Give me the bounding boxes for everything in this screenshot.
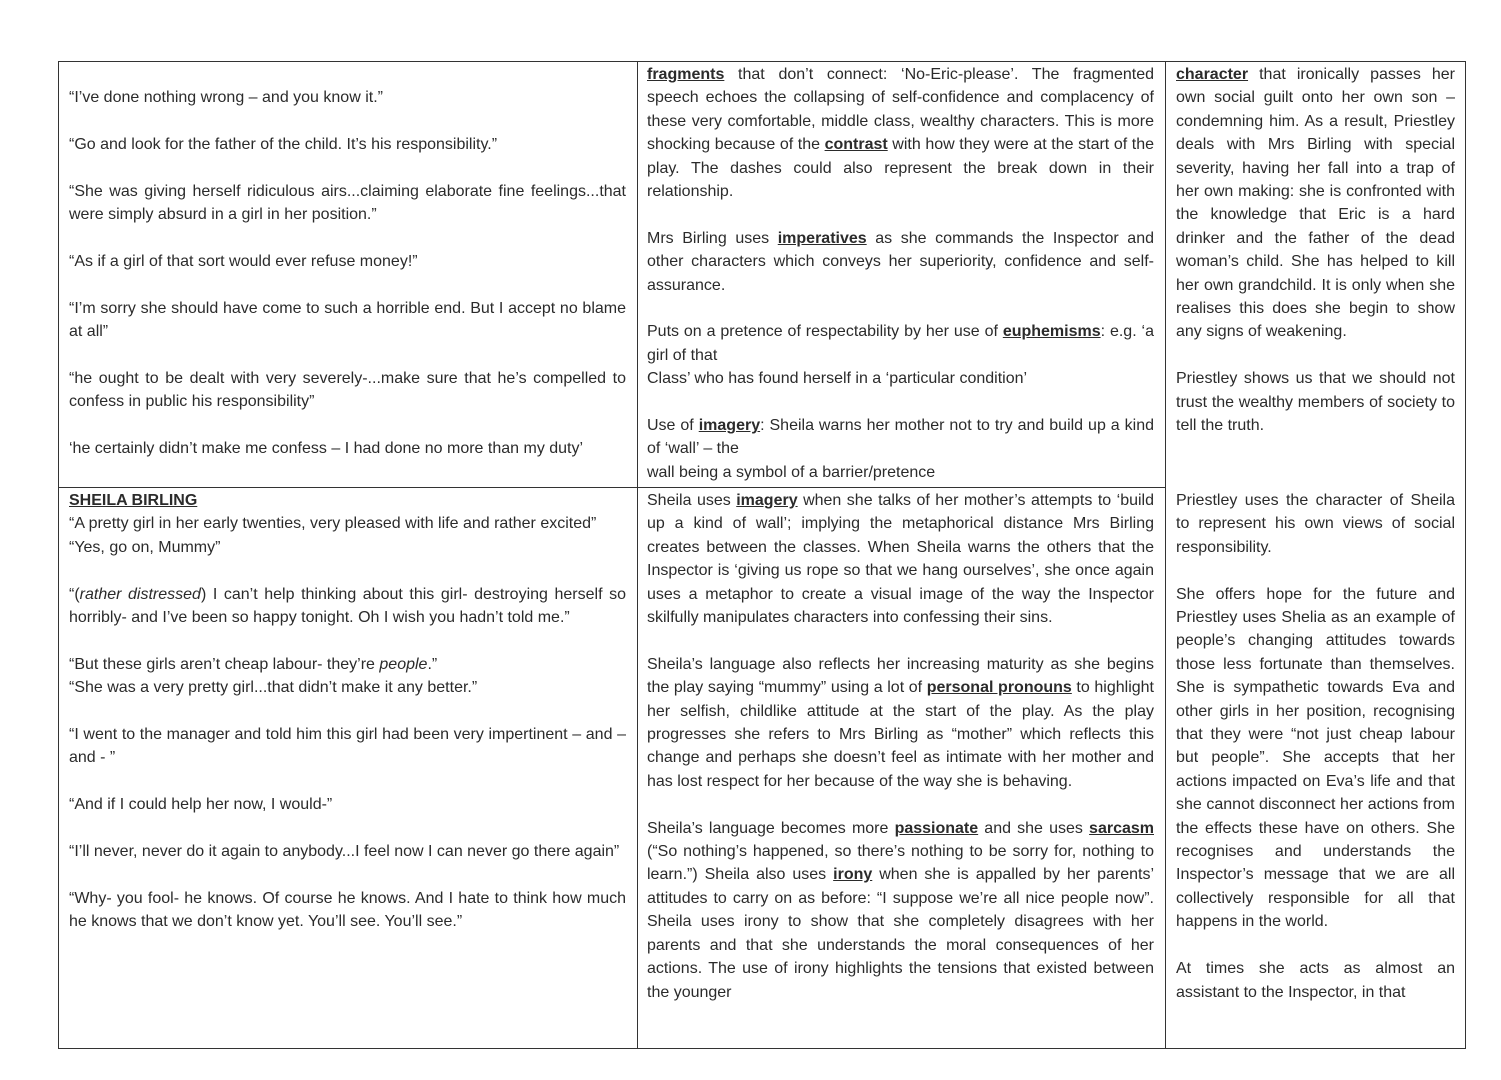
- analysis-paragraph: Sheila’s language also reflects her increasing maturity as she begins the play saying “mummy” using a lot of personal pronouns to highlight her selfish, childlike attitude at the start of the play. As the play progresses she refers to Mrs Birling as “mother” which reflects this change and perhaps she doesn’t feel as intimate with her mother and has lost respect for her because of the way she is behaving.: [647, 655, 1154, 790]
- column-divider-1: [637, 62, 638, 1048]
- mrs-birling-context-cell: [1176, 63, 1455, 487]
- term-imagery: imagery: [736, 492, 798, 509]
- term-contrast: contrast: [824, 136, 888, 154]
- term-fragments: fragments: [647, 66, 725, 83]
- quote: “I went to the manager and told him this girl had been very impertinent – and – and - ”: [69, 726, 626, 767]
- sheila-context-cell: [1176, 489, 1455, 1049]
- quote: “But these girls aren’t cheap labour- they’re people.”: [69, 655, 438, 673]
- quote: “I’ve done nothing wrong – and you know it.”: [69, 89, 383, 106]
- context-paragraph: character that ironically passes her own social guilt onto her own son – condemning him. As a result, Priestley deals with Mrs Birling with special severity, having her fall into a trap of her own making: she is confronted with the knowledge that Eric is a hard drinker and the father of the dead woman’s child. She has helped to kill her own grandchild. It is only when she realises this does she begin to show any signs of weakening.: [1176, 66, 1455, 341]
- term-imagery: imagery: [698, 417, 761, 435]
- context-paragraph: Priestley uses the character of Sheila to represent his own views of social responsibility.: [1176, 492, 1455, 556]
- quote: “I’m sorry she should have come to such a horrible end. But I accept no blame at all”: [69, 299, 626, 340]
- term-imperatives: imperatives: [777, 229, 867, 247]
- analysis-paragraph: Sheila’s language becomes more passionate and she uses sarcasm (“So nothing’s happened, so there’s nothing to be sorry for, nothing to learn.”) Sheila also uses irony when she is appalled by her parents’ attitudes to carry on as before: “I suppose we’re all nice people now”. Sheila uses irony to show that she completely disagrees with her parents and that she understands the moral consequences of her actions. The use of irony highlights the tensions that existed between the younger: [647, 819, 1154, 1001]
- quote: “Yes, go on, Mummy”: [69, 538, 221, 556]
- context-paragraph: She offers hope for the future and Priestley uses Shelia as an example of people’s changing attitudes towards those less fortunate than themselves. She is sympathetic towards Eva and other girls in her position, recognising that they were “not just cheap labour but people”. She accepts that her actions impacted on Eva’s life and that she cannot disconnect her actions from the effects these have on others. She recognises and understands the Inspector’s message that we are all collectively responsible for all that happens in the world.: [1176, 585, 1455, 931]
- character-heading: SHEILA BIRLING: [69, 492, 198, 509]
- sheila-analysis-cell: [647, 489, 1154, 1049]
- quote: SHEILA BIRLING “A pretty girl in her early twenties, very pleased with life and rather excited”: [69, 489, 626, 536]
- quote: “And if I could help her now, I would-”: [69, 796, 333, 814]
- quote: “(rather distressed) I can’t help thinking about this girl- destroying herself so horribly- and I’ve been so happy tonight. Oh I wish you hadn’t told me.”: [69, 585, 626, 627]
- analysis-paragraph: Use of imagery: Sheila warns her mother not to try and build up a kind of ‘wall’ – the wall being a symbol of a barrier/pretence: [647, 417, 1154, 481]
- context-paragraph: Priestley shows us that we should not trust the wealthy members of society to tell the truth.: [1176, 370, 1455, 435]
- term-passionate: passionate: [894, 819, 979, 837]
- term-personal-pronouns: personal pronouns: [926, 679, 1072, 697]
- analysis-paragraph: Mrs Birling uses imperatives as she commands the Inspector and other characters which conveys her superiority, confidence and self-assurance.: [647, 229, 1154, 294]
- analysis-paragraph: fragments that don’t connect: ‘No-Eric-please’. The fragmented speech echoes the collapsing of self-confidence and complacency of these very comfortable, middle class, wealthy characters. This is more shocking because of the contrast with how they were at the start of the play. The dashes could also represent the break down in their relationship.: [647, 66, 1154, 201]
- quote: “As if a girl of that sort would ever refuse money!”: [69, 252, 418, 270]
- column-divider-2: [1165, 62, 1166, 1048]
- quote: “he ought to be dealt with very severely-...make sure that he’s compelled to confess in public his responsibility”: [69, 369, 626, 411]
- row-divider: [59, 487, 1165, 488]
- analysis-paragraph: Sheila uses imagery when she talks of her mother’s attempts to ‘build up a kind of wall’; implying the metaphorical distance Mrs Birling creates between the classes. When Sheila warns the others that the Inspector is ‘giving us rope so that we hang ourselves’, she once again uses a metaphor to create a visual image of the way the Inspector skilfully manipulates characters into confessing their sins.: [647, 492, 1154, 627]
- quote: “She was a very pretty girl...that didn’t make it any better.”: [69, 679, 478, 697]
- term-sarcasm: sarcasm: [1089, 819, 1154, 837]
- quote: “Go and look for the father of the child. It’s his responsibility.”: [69, 135, 498, 153]
- quote: “She was giving herself ridiculous airs...claiming elaborate fine feelings...that were simply absurd in a girl in her position.”: [69, 182, 626, 223]
- analysis-paragraph: Puts on a pretence of respectability by her use of euphemisms: e.g. ‘a girl of that Class’ who has found herself in a ‘particular condition’: [647, 323, 1154, 388]
- context-paragraph: At times she acts as almost an assistant to the Inspector, in that: [1176, 960, 1455, 1001]
- term-character: character: [1176, 66, 1249, 83]
- term-irony: irony: [833, 866, 873, 884]
- mrs-birling-analysis-cell: [647, 63, 1154, 487]
- quote: ‘he certainly didn’t make me confess – I had done no more than my duty’: [69, 440, 584, 457]
- quote: “I’ll never, never do it again to anybody...I feel now I can never go there again”: [69, 843, 620, 861]
- term-euphemisms: euphemisms: [1002, 323, 1101, 341]
- sheila-quotes-cell: [69, 489, 626, 1049]
- mrs-birling-quotes-cell: [69, 86, 626, 486]
- notes-table: [58, 61, 1466, 1049]
- quote: “Why- you fool- he knows. Of course he knows. And I hate to think how much he knows that we don’t know yet. You’ll see. You’ll see.”: [69, 889, 626, 931]
